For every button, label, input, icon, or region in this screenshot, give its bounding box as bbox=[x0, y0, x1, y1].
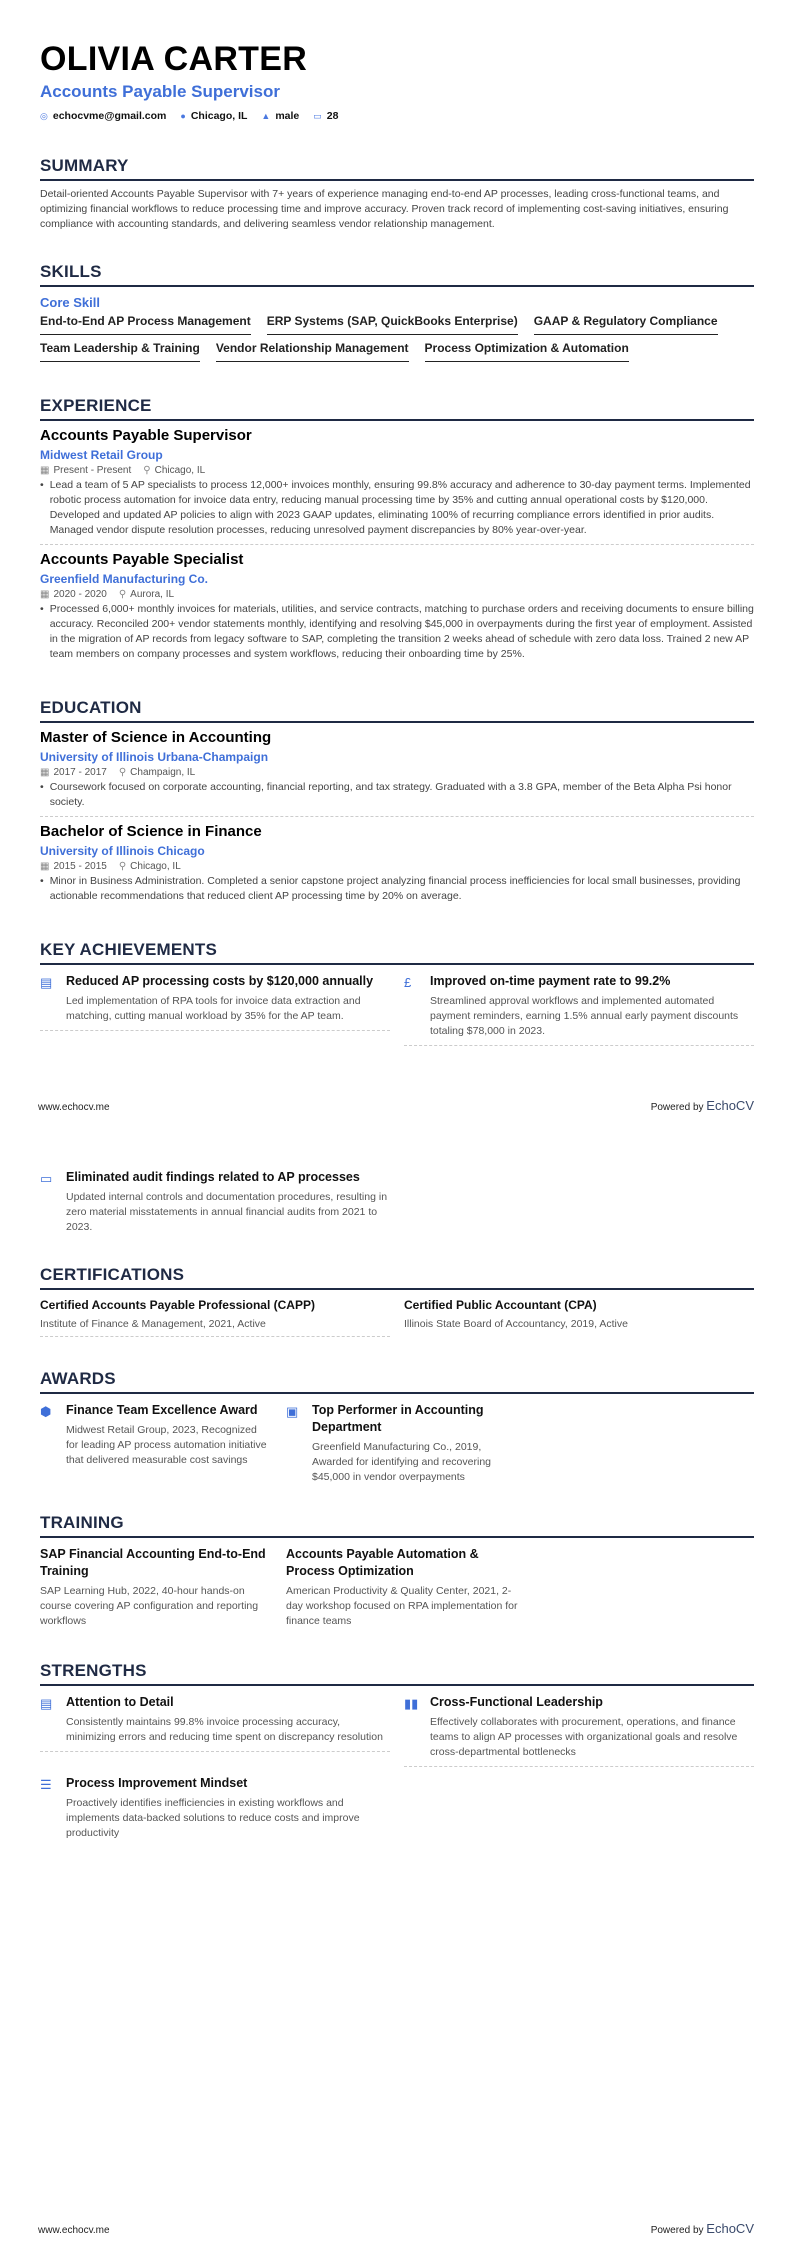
certification-item bbox=[40, 1290, 390, 1343]
footer-brand[interactable]: EchoCV bbox=[706, 1098, 754, 1113]
section-heading: AWARDS bbox=[40, 1369, 754, 1394]
education-item: Master of Science in Accounting University of Illinois Urbana-Champaign ▦ 2017 - 2017 ⚲ Champaign, IL • Coursework focused on corporate accounting, financial reporting, and tax strategy. Graduated with a 3.8 GPA, member of the Beta Alpha Psi honor society. bbox=[40, 723, 754, 817]
age: 28 bbox=[326, 110, 339, 122]
page-2 bbox=[0, 1123, 794, 2246]
achievement-text: Streamlined approval workflows and implemented automated payment reminders, earning 1.5% annual early payment discounts totaling $78,000 in 2023. bbox=[430, 995, 739, 1037]
certification-text: Institute of Finance & Management, 2021, Active bbox=[40, 1318, 390, 1337]
experience-item: Accounts Payable Specialist Greenfield Manufacturing Co. ▦ 2020 - 2020 ⚲ Aurora, IL • Processed 6,000+ monthly invoices for materials, utilities, and service contracts, matching to purchase orders and receiving documents to ensure billing accuracy. Reconciled 200+ vendor statements monthly, identifying and resolving $45,000 in overpayments during the first year of employment. Assisted in the migration of AP records from legacy software to SAP, completing the transition 2 weeks ahead of schedule with zero data loss. Trained 2 new AP team members on company processes and system workflows, reducing their onboarding time by 25%. bbox=[40, 551, 754, 660]
location-pin-icon: ⚲ bbox=[118, 767, 127, 778]
location: Chicago, IL bbox=[154, 465, 206, 476]
experience-item: Accounts Payable Supervisor Midwest Retail Group ▦ Present - Present ⚲ Chicago, IL • Lead a team of 5 AP specialists to process 12,000+ invoices monthly, ensuring 99.8% accuracy and adherence to 30-day payment terms. Implemented robotic process automation for invoice data entry, reducing manual processing time by 35% and cutting annual operational costs by $120,000. Developed and updated AP policies to align with 2023 GAAP updates, eliminating 100% of recurring compliance errors identified in prior audits. Managed vendor dispute resolution processes, reducing unresolved payment discrepancies by 80% year-over-year. bbox=[40, 421, 754, 545]
footer-brand[interactable]: EchoCV bbox=[706, 2221, 754, 2236]
location: Champaign, IL bbox=[130, 767, 196, 778]
candidate-name: OLIVIA CARTER bbox=[40, 40, 308, 78]
cube-icon: ⬢ bbox=[40, 1404, 52, 1419]
footer-site[interactable]: www.echocv.me bbox=[38, 1102, 110, 1113]
strength-item bbox=[40, 1686, 390, 1752]
training-text: SAP Learning Hub, 2022, 40-hour hands-on course covering AP configuration and reporting workflows bbox=[40, 1585, 259, 1627]
certification-title: Certified Public Accountant (CPA) bbox=[404, 1298, 597, 1312]
dates: 2017 - 2017 bbox=[53, 767, 107, 778]
calendar-icon: ▦ bbox=[40, 589, 50, 600]
monitor-icon: ▭ bbox=[40, 1171, 53, 1186]
location-pin-icon: ⚲ bbox=[118, 589, 127, 600]
location: Aurora, IL bbox=[130, 589, 175, 600]
degree: Bachelor of Science in Finance bbox=[40, 823, 262, 840]
achievement-text: Updated internal controls and documentation procedures, resulting in zero material misstatements in annual financial audits from 2021 to 2023. bbox=[66, 1191, 388, 1233]
skill-tag: ERP Systems (SAP, QuickBooks Enterprise) bbox=[267, 314, 518, 335]
achievement-title: Improved on-time payment rate to 99.2% bbox=[430, 974, 671, 988]
calendar-icon: ▦ bbox=[40, 767, 50, 778]
person-icon: ▲ bbox=[261, 111, 271, 121]
email[interactable]: echocvme@gmail.com bbox=[52, 110, 167, 122]
strength-title: Attention to Detail bbox=[66, 1695, 174, 1709]
strength-text: Effectively collaborates with procurement, operations, and finance teams to align AP processes with organizational goals and resolve cross-departmental bottlenecks bbox=[430, 1716, 738, 1758]
section-heading: EXPERIENCE bbox=[40, 396, 754, 421]
skill-tag: Team Leadership & Training bbox=[40, 341, 200, 362]
award-title: Top Performer in Accounting Department bbox=[312, 1403, 484, 1434]
achievement-title: Reduced AP processing costs by $120,000 annually bbox=[66, 974, 374, 988]
training-text: American Productivity & Quality Center, 2021, 2-day workshop focused on RPA implementation for finance teams bbox=[286, 1585, 518, 1627]
calendar-icon: ▦ bbox=[40, 465, 50, 476]
description: Processed 6,000+ monthly invoices for materials, utilities, and service contracts, matching to purchase orders and receiving documents to ensure billing accuracy. Reconciled 200+ vendor statements monthly, identifying and resolving $45,000 in overpayments during the first year of employment. Assisted in the migration of AP records from legacy software to SAP, completing the transition 2 weeks ahead of schedule with zero data loss. Trained 2 new AP team members on company processes and system workflows, reducing their onboarding time by 25%. bbox=[49, 603, 754, 660]
job-title: Accounts Payable Supervisor bbox=[40, 427, 252, 444]
strength-text: Proactively identifies inefficiencies in existing workflows and implements data-backed solutions to reduce costs and improve productivity bbox=[66, 1797, 360, 1839]
training-section bbox=[40, 1513, 754, 1635]
description: Lead a team of 5 AP specialists to process 12,000+ invoices monthly, ensuring 99.8% accuracy and adherence to 30-day payment terms. Implemented robotic process automation for invoice data entry, reducing manual processing time by 35% and cutting annual operational costs by $120,000. Developed and updated AP policies to align with 2023 GAAP updates, eliminating 100% of recurring compliance errors identified in prior audits. Managed vendor dispute resolution processes, reducing unresolved payment discrepancies by 80% year-over-year. bbox=[49, 479, 751, 536]
education-item: Bachelor of Science in Finance University of Illinois Chicago ▦ 2015 - 2015 ⚲ Chicago, IL • Minor in Business Administration. Completed a senior capstone project analyzing financial process inefficiencies for local small businesses, providing actionable recommendations that reduced client AP processing time by 20% on average. bbox=[40, 817, 754, 910]
training-title: Accounts Payable Automation & Process Optimization bbox=[286, 1547, 479, 1578]
terminal-icon: ▣ bbox=[286, 1404, 299, 1419]
dates: 2020 - 2020 bbox=[53, 589, 107, 600]
section-heading: CERTIFICATIONS bbox=[40, 1265, 754, 1290]
company: Midwest Retail Group bbox=[40, 448, 163, 462]
award-item bbox=[40, 1394, 272, 1474]
degree: Master of Science in Accounting bbox=[40, 729, 272, 746]
calendar-icon: ▦ bbox=[40, 861, 50, 872]
list-icon: ☰ bbox=[40, 1777, 52, 1792]
company: Greenfield Manufacturing Co. bbox=[40, 572, 209, 586]
achievements-section bbox=[40, 940, 754, 1046]
certification-title: Certified Accounts Payable Professional (CAPP) bbox=[40, 1298, 315, 1312]
page-footer bbox=[38, 1098, 754, 1113]
award-item bbox=[286, 1394, 518, 1491]
award-text: Midwest Retail Group, 2023, Recognized for leading AP process automation initiative that delivered measurable cost savings bbox=[66, 1424, 267, 1466]
candidate-title: Accounts Payable Supervisor bbox=[40, 82, 280, 101]
dates: Present - Present bbox=[53, 465, 132, 476]
summary-section bbox=[40, 156, 754, 232]
skill-tag: GAAP & Regulatory Compliance bbox=[534, 314, 718, 335]
strength-title: Cross-Functional Leadership bbox=[430, 1695, 603, 1709]
achievement-item bbox=[40, 1161, 390, 1241]
achievement-item bbox=[40, 965, 390, 1031]
location: Chicago, IL bbox=[190, 110, 248, 122]
school: University of Illinois Chicago bbox=[40, 844, 205, 858]
section-heading: EDUCATION bbox=[40, 698, 754, 723]
skills-section bbox=[40, 262, 754, 362]
location: Chicago, IL bbox=[130, 861, 181, 872]
education-section bbox=[40, 698, 754, 910]
location-pin-icon: ⚲ bbox=[118, 861, 127, 872]
award-title: Finance Team Excellence Award bbox=[66, 1403, 258, 1417]
training-item bbox=[286, 1538, 518, 1635]
dates: 2015 - 2015 bbox=[53, 861, 107, 872]
credit-card-icon: ▤ bbox=[40, 975, 53, 990]
strength-item bbox=[40, 1767, 390, 1847]
skill-tag: Vendor Relationship Management bbox=[216, 341, 409, 362]
section-heading: TRAINING bbox=[40, 1513, 754, 1538]
summary-text: Detail-oriented Accounts Payable Supervisor with 7+ years of experience managing end-to-end AP processes, leading cross-functional teams, and optimizing financial workflows to reduce processing time and improve accuracy. Proven track record of implementing cost-saving initiatives, ensuring compliance with accounting standards, and delivering seamless vendor relationship management. bbox=[40, 188, 729, 230]
strength-text: Consistently maintains 99.8% invoice processing accuracy, minimizing errors and reducing time spent on discrepancy resolution bbox=[66, 1716, 383, 1743]
skill-group-title: Core Skill bbox=[40, 295, 100, 310]
location-pin-icon: ● bbox=[180, 111, 186, 121]
at-icon: ◎ bbox=[40, 111, 48, 121]
location-pin-icon: ⚲ bbox=[143, 465, 151, 476]
section-heading: KEY ACHIEVEMENTS bbox=[40, 940, 754, 965]
certifications-section bbox=[40, 1265, 754, 1343]
footer-powered: Powered by bbox=[650, 1102, 704, 1113]
clipboard-icon: ▤ bbox=[40, 1696, 53, 1711]
description: Minor in Business Administration. Completed a senior capstone project analyzing financial process inefficiencies for local small businesses, providing actionable recommendations that reduced client AP processing time by 20% on average. bbox=[49, 875, 741, 902]
achievement-item bbox=[404, 965, 754, 1046]
skill-tag: Process Optimization & Automation bbox=[425, 341, 629, 362]
pound-file-icon: £ bbox=[404, 975, 412, 990]
certification-item bbox=[404, 1290, 754, 1343]
section-heading: SUMMARY bbox=[40, 156, 754, 181]
footer-powered: Powered by bbox=[650, 2225, 704, 2236]
school: University of Illinois Urbana-Champaign bbox=[40, 750, 269, 764]
awards-section bbox=[40, 1369, 754, 1491]
contact-info bbox=[40, 110, 754, 122]
description: Coursework focused on corporate accounting, financial reporting, and tax strategy. Graduated with a 3.8 GPA, member of the Beta Alpha Psi honor society. bbox=[49, 781, 732, 808]
certification-text: Illinois State Board of Accountancy, 2019, Active bbox=[404, 1318, 628, 1330]
training-title: SAP Financial Accounting End-to-End Training bbox=[40, 1547, 266, 1578]
strengths-section bbox=[40, 1661, 754, 1847]
skill-tag: End-to-End AP Process Management bbox=[40, 314, 251, 335]
award-text: Greenfield Manufacturing Co., 2019, Awarded for identifying and recovering $45,000 in vendor overpayments bbox=[312, 1441, 491, 1483]
footer-site[interactable]: www.echocv.me bbox=[38, 2225, 110, 2236]
gender: male bbox=[275, 110, 300, 122]
achievement-text: Led implementation of RPA tools for invoice data extraction and matching, cutting manual workload by 35% for the AP team. bbox=[66, 995, 361, 1022]
section-heading: SKILLS bbox=[40, 262, 754, 287]
book-icon: ▮▮ bbox=[404, 1696, 419, 1711]
job-title: Accounts Payable Specialist bbox=[40, 551, 244, 568]
experience-section bbox=[40, 396, 754, 668]
strength-title: Process Improvement Mindset bbox=[66, 1776, 248, 1790]
training-item bbox=[40, 1538, 272, 1635]
achievement-title: Eliminated audit findings related to AP processes bbox=[66, 1170, 360, 1184]
section-heading: STRENGTHS bbox=[40, 1661, 754, 1686]
page-footer bbox=[38, 2221, 754, 2236]
calendar-icon: ▭ bbox=[313, 111, 322, 121]
strength-item bbox=[404, 1686, 754, 1767]
